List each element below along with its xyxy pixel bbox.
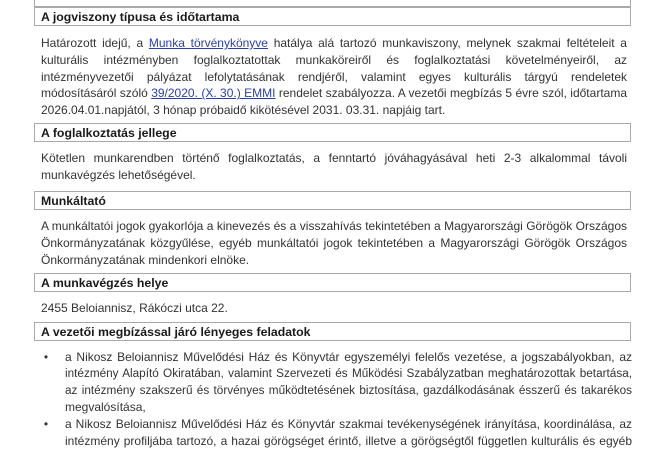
section-heading-employer (34, 191, 631, 210)
duties-bullet-list (34, 349, 634, 450)
paragraph-line: Önkormányzatának közgyűlése, egyéb munkáltatói jogok tekintetében a Magyarországi Görögök Országos (41, 235, 627, 250)
text-segment: módosításáról szóló (41, 86, 152, 101)
section-heading-text: A munkavégzés helye (41, 276, 169, 290)
bullet-line: intézmény Alapító Okiratában, valamint Szervezeti és Működési Szabályzatban meghatározottak betartása, (65, 366, 632, 380)
bullet-line: a Nikosz Beloiannisz Művelődési Ház és Könyvtár szakmai tevékenységének irányítása, koordinálása, az (65, 417, 632, 432)
section-paragraph-employment-nature (41, 150, 627, 184)
paragraph-line: 2455 Beloiannisz, Rákóczi utca 22. (41, 301, 228, 315)
bullet-line: az intézmény szakszerű és törvényes működtetésének biztosítása, gazdálkodásának ésszerű és takarékos (65, 383, 632, 397)
section-heading-text: A vezetői megbízással járó lényeges feladatok (41, 325, 311, 339)
paragraph-line: A munkáltatói jogok gyakorlója a kinevezés és a visszahívás tekintetében a Magyarországi Görögök Országos (41, 219, 627, 233)
text-segment: rendelet szabályozza. A vezetői megbízás 5 évre szól, időtartama (275, 86, 627, 101)
paragraph-line: kulturális intézményben foglalkoztatottak munkaköreiről és foglalkoztatási követelményeiről, az (41, 52, 627, 67)
paragraph-line: Önkormányzatának mindenkori elnöke. (41, 252, 250, 267)
section-heading-text: Munkáltató (41, 194, 106, 208)
section-heading-duties (34, 322, 631, 341)
bullet-icon: • (43, 350, 49, 364)
section-heading-text: A jogviszony típusa és időtartama (41, 10, 240, 24)
section-paragraph-workplace (41, 300, 627, 317)
bullet-icon: • (43, 417, 49, 432)
bullet-item (34, 416, 634, 450)
bullet-item (34, 349, 634, 416)
bullet-line: megvalósítása, (65, 400, 146, 415)
bullet-line: intézmény profiljába tartozó, a hazai görögséget érintő, illetve a görögségtől független kulturális és egyéb (65, 433, 632, 448)
paragraph-line: intézményvezetői pályázat lefolytatásának rendjéről, valamint egyes kulturális tárgyú rendeletek (41, 69, 627, 84)
text-segment: Határozott idejű, a (41, 36, 149, 50)
section-paragraph-employer (41, 218, 627, 268)
munka-torvenykonyve-link[interactable]: Munka törvénykönyve (148, 36, 268, 50)
text-segment: hatálya alá tartozó munkaviszony, melynek szakmai feltételeit a (267, 36, 627, 50)
section-heading-employment-type (34, 7, 631, 26)
paragraph-line: 2026.04.01.napjától, 3 hónap próbaidő kikötésével 2031. 03.31. napjáig tart. (41, 103, 446, 118)
paragraph-line (41, 35, 627, 52)
section-paragraph-employment-type (41, 35, 627, 119)
section-heading-employment-nature (34, 123, 631, 142)
section-heading-workplace (34, 273, 631, 292)
bullet-line: a Nikosz Beloiannisz Művelődési Ház és Könyvtár egyszemélyi felelős vezetése, a jogszabályokban, az (65, 350, 632, 364)
emmi-decree-link[interactable]: 39/2020. (X. 30.) EMMI (151, 86, 276, 101)
paragraph-line: Kötetlen munkarendben történő foglalkoztatás, a fenntartó jóváhagyásával heti 2-3 alkalommal távoli (41, 151, 627, 165)
paragraph-line: munkavégzés lehetőségével. (41, 167, 196, 182)
previous-section-box (34, 0, 631, 7)
section-heading-text: A foglalkoztatás jellege (41, 126, 177, 140)
paragraph-line (41, 85, 627, 102)
